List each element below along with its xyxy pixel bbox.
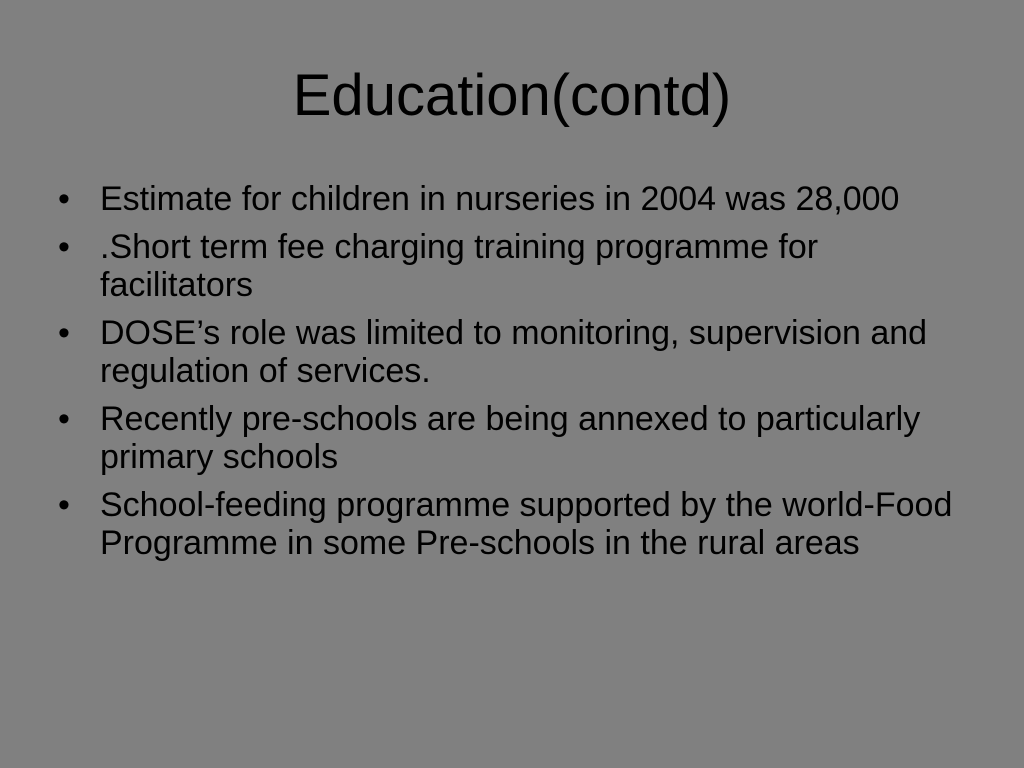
- bullet-item: [58, 486, 958, 562]
- bullet-item: [58, 228, 958, 304]
- bullet-text: .Short term fee charging training programme for facilitators: [100, 228, 819, 304]
- bullet-text: Estimate for children in nurseries in 2004 was 28,000: [100, 180, 900, 218]
- bullet-item: [58, 180, 958, 218]
- bullet-list: [58, 180, 958, 572]
- bullet-icon: •: [58, 228, 70, 266]
- bullet-icon: •: [58, 314, 70, 352]
- bullet-text: Recently pre-schools are being annexed to particularly primary schools: [100, 400, 921, 476]
- bullet-text: DOSE’s role was limited to monitoring, supervision and regulation of services.: [100, 314, 928, 390]
- slide-title: Education(contd): [292, 63, 732, 128]
- bullet-item: [58, 314, 958, 390]
- bullet-icon: •: [58, 180, 70, 218]
- bullet-icon: •: [58, 400, 70, 438]
- bullet-item: [58, 400, 958, 476]
- bullet-text: School-feeding programme supported by the world-Food Programme in some Pre-schools in the rural areas: [100, 486, 953, 562]
- bullet-icon: •: [58, 486, 70, 524]
